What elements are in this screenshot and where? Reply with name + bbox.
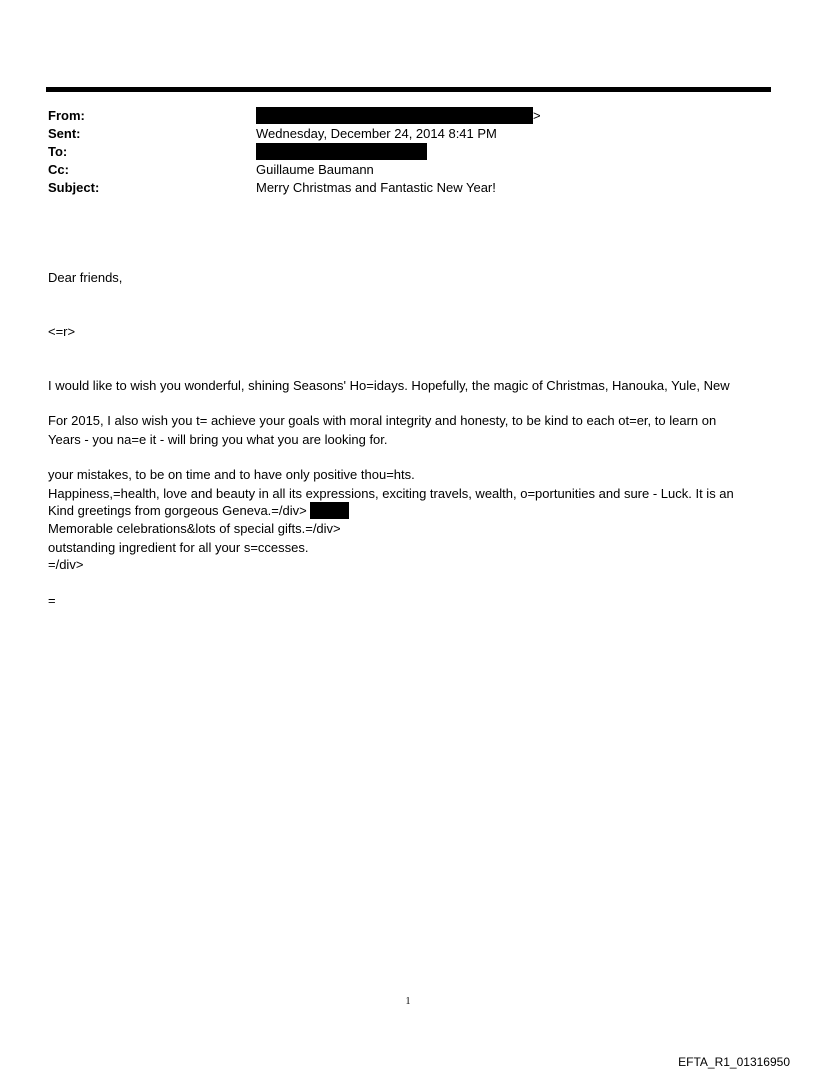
sent-row <box>48 125 768 143</box>
document-id: EFTA_R1_01316950 <box>678 1055 790 1069</box>
para2-line3: Memorable celebrations&lots of special gifts.=/div> <box>48 521 341 536</box>
trailer-line-2: = <box>48 593 56 608</box>
trailer-line-1: =/div> <box>48 557 84 572</box>
header-divider <box>46 87 771 92</box>
subject-value: Merry Christmas and Fantastic New Year! <box>256 180 496 195</box>
closing-text: Kind greetings from gorgeous Geneva.=/div> <box>48 503 307 518</box>
para2-line1: For 2015, I also wish you t= achieve your goals with moral integrity and honesty, to be kind to each ot=er, to learn on <box>48 413 717 428</box>
para1-line3: Happiness,=health, love and beauty in all its expressions, exciting travels, wealth, o=portunities and sure - Luck. It is an <box>48 486 734 501</box>
break-marker: <=r> <box>48 324 76 339</box>
email-body-trailer-2 <box>48 556 763 628</box>
cc-label: Cc: <box>48 162 69 177</box>
subject-label: Subject: <box>48 180 100 195</box>
to-value <box>256 143 427 161</box>
cc-value: Guillaume Baumann <box>256 162 374 177</box>
from-value-suffix: > <box>533 108 541 123</box>
sent-label: Sent: <box>48 126 81 141</box>
to-redaction <box>256 143 427 160</box>
cc-row <box>48 161 768 179</box>
from-label: From: <box>48 108 85 123</box>
para1-line2: Years - you na=e it - will bring you what you are looking for. <box>48 432 388 447</box>
from-value <box>256 107 541 125</box>
page-number: 1 <box>405 996 411 1007</box>
para1-line4: outstanding ingredient for all your s=ccesses. <box>48 540 309 555</box>
greeting: Dear friends, <box>48 270 123 285</box>
para2-line2: your mistakes, to be on time and to have only positive thou=hts. <box>48 467 415 482</box>
from-redaction <box>256 107 533 124</box>
subject-row <box>48 179 768 197</box>
to-row <box>48 143 768 161</box>
closing-line <box>48 502 763 520</box>
to-label: To: <box>48 144 68 159</box>
from-row <box>48 107 768 125</box>
para1-line1: I would like to wish you wonderful, shining Seasons' Ho=idays. Hopefully, the magic of Christmas, Hanouka, Yule, New <box>48 378 730 393</box>
signature-redaction <box>310 502 349 519</box>
sent-value: Wednesday, December 24, 2014 8:41 PM <box>256 126 497 141</box>
